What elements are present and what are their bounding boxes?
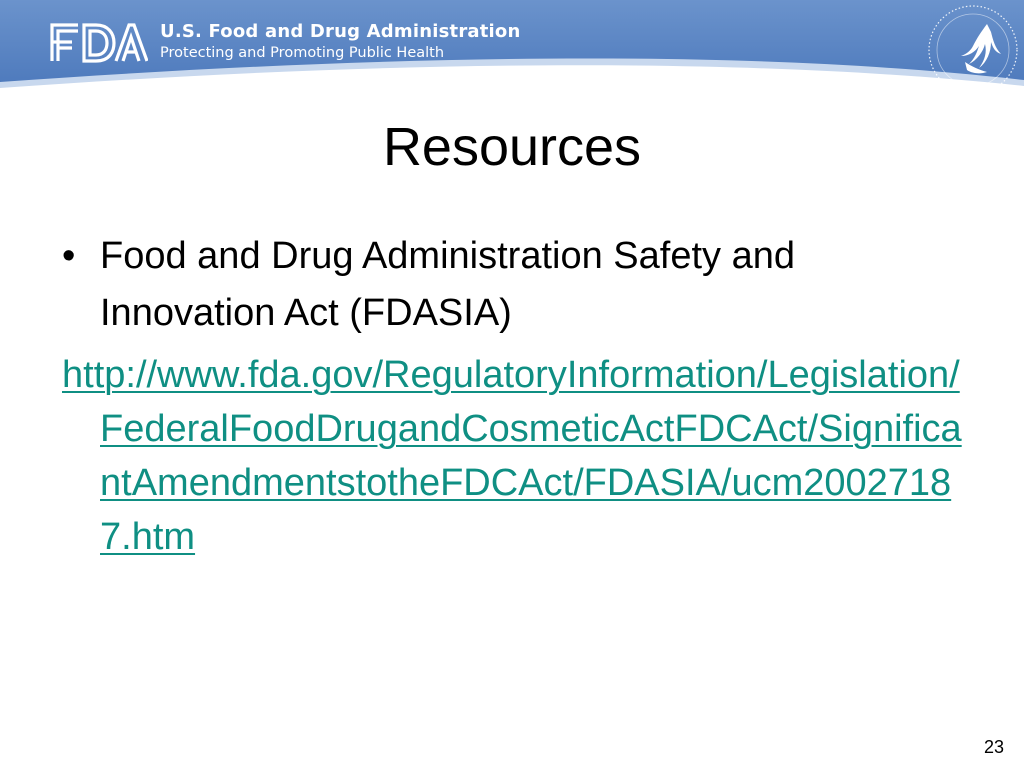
fdasia-resource-link[interactable]: http://www.fda.gov/RegulatoryInformation/Legislation/FederalFoodDrugandCosmeticActFDCAct/SignificantAmendmentstotheFDCAct/FDASIA/ucm20027187.htm	[62, 354, 962, 558]
bullet-text: Food and Drug Administration Safety and Innovation Act (FDASIA)	[100, 235, 795, 334]
hhs-seal-icon	[925, 2, 1021, 98]
fda-logo	[48, 21, 148, 65]
agency-tagline: Protecting and Promoting Public Health	[160, 45, 445, 61]
slide-body	[62, 228, 962, 564]
header-background	[0, 0, 1024, 110]
header-banner	[0, 0, 1024, 110]
agency-name: U.S. Food and Drug Administration	[160, 21, 521, 42]
slide-title: Resources	[382, 117, 642, 177]
bullet-item	[62, 228, 962, 342]
page-number: 23	[983, 737, 1004, 757]
fda-logo-icon	[48, 21, 148, 65]
bullet-icon: •	[62, 235, 76, 277]
